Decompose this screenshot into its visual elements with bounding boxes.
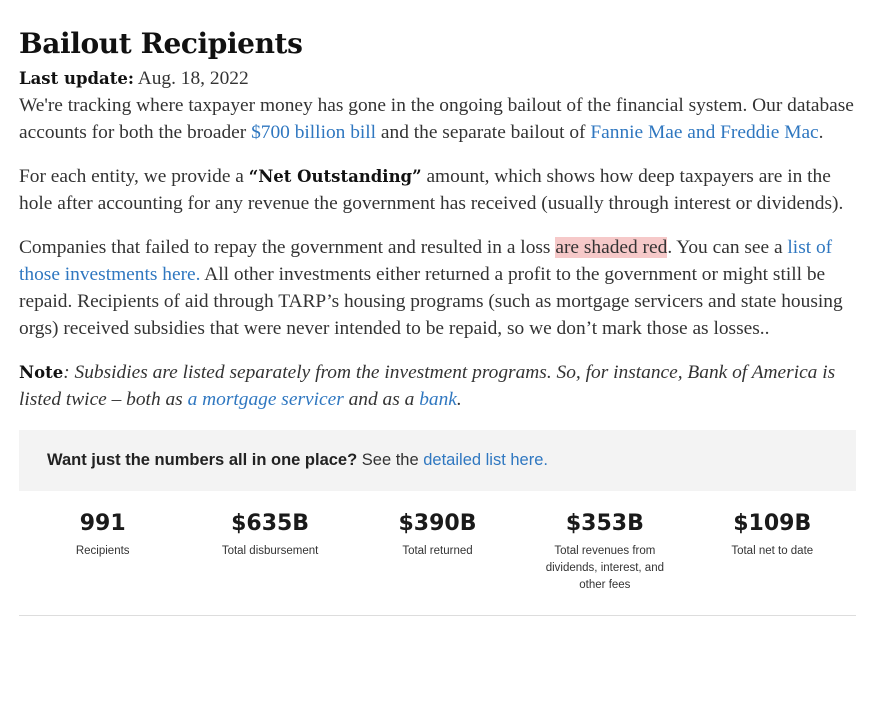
callout-text: See the [357,451,424,469]
stat-value: $635B [231,511,310,536]
stats-row [19,491,856,616]
numbers-callout [19,430,856,491]
intro-text-3: . [818,122,824,143]
detailed-list-link[interactable]: detailed list here. [423,451,548,469]
stat-value: $353B [565,511,644,536]
net-outstanding-term: “Net Outstanding” [248,167,422,186]
page-content [19,0,859,616]
note-paragraph [19,359,859,413]
note-label: Note [19,363,64,382]
stat-total-returned [354,511,521,615]
intro-text-2: and the separate bailout of [376,122,591,143]
shaded-red-highlight: are shaded red [555,237,668,258]
loss-investments-link[interactable]: list of those investments here. [19,237,833,285]
stat-label: Total returned [402,545,473,557]
last-update-label: Last update: [19,69,134,88]
note-text-2: and as a [343,389,420,410]
stat-value: $109B [733,511,812,536]
700-billion-bill-link[interactable]: $700 billion bill [251,122,377,143]
stat-label: Total revenues from dividends, interest, and other fees [545,545,664,591]
stat-label: Total disbursement [221,545,319,557]
stat-label: Total net to date [731,545,814,557]
stat-recipients [19,511,186,615]
stat-value: $390B [398,511,477,536]
bank-link[interactable]: bank [419,389,457,410]
callout-question: Want just the numbers all in one place? [47,451,358,469]
intro-paragraph [19,92,859,146]
net-outstanding-paragraph [19,163,859,217]
stat-label: Recipients [75,545,130,557]
stat-total-disbursement [186,511,353,615]
last-update-value: Aug. 18, 2022 [133,68,249,89]
fannie-freddie-link[interactable]: Fannie Mae and Freddie Mac [590,122,819,143]
losses-text-2: . You can see a [667,237,788,258]
page-title: Bailout Recipients [19,27,303,60]
intro-text-1: We're tracking where taxpayer money has gone in the ongoing bailout of the financial system. Our database accounts for both the broader [19,95,854,143]
losses-text-1: Companies that failed to repay the government and resulted in a loss [19,237,556,258]
note-text-3: . [456,389,462,410]
losses-paragraph [19,234,859,342]
mortgage-servicer-link[interactable]: a mortgage servicer [187,389,344,410]
net-text-1: For each entity, we provide a [19,166,249,187]
stat-total-revenues [521,511,688,615]
net-text-2: amount, which shows how deep taxpayers are in the hole after accounting for any revenue the government has received (usually through interest or dividends). [19,166,844,214]
note-text-1: : Subsidies are listed separately from the investment programs. So, for instance, Bank of America is listed twice – both as [19,362,836,410]
losses-text-3: All other investments either returned a profit to the government or might still be repaid. Recipients of aid through TARP’s housing programs (such as mortgage servicers and state housing orgs) received subsidies that were never intended to be repaid, so we don’t mark those as losses.. [19,264,843,339]
stat-value: 991 [79,511,126,536]
stat-total-net [689,511,856,615]
last-update [19,65,859,92]
